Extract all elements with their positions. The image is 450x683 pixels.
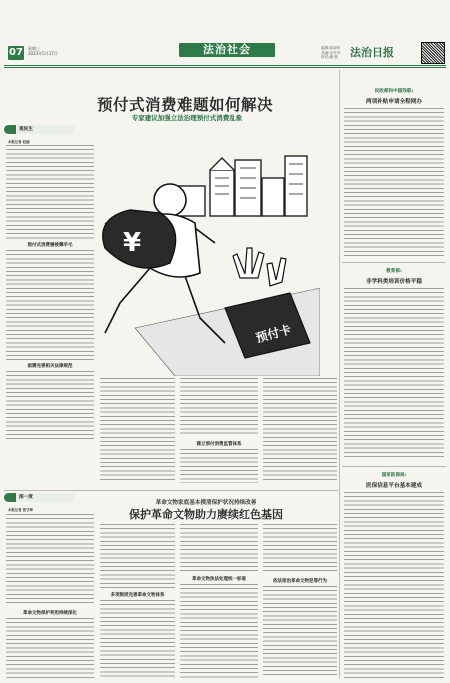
sidebar-divider-2 <box>342 466 446 467</box>
article2-col3-text-b <box>180 584 258 678</box>
sidebar-item1-title: 两项补贴申请全程网办 <box>366 99 422 105</box>
section-banner <box>179 43 275 57</box>
issue-date <box>28 46 58 56</box>
grabbing-hands <box>233 248 286 286</box>
page-header <box>4 43 446 64</box>
editor-line: 编辑:陈丽华 <box>321 46 341 50</box>
article1-col2-text <box>100 378 175 482</box>
sidebar-item3-text <box>344 492 444 678</box>
article1-subhead-2: 亟需完善相关法律规范 <box>27 364 73 369</box>
newspaper-logo: 法治日报 <box>350 46 394 59</box>
article2-byline: 本报记者 张守坤 <box>8 508 33 512</box>
proofreader-line: 校对:潘 俊 <box>321 55 338 60</box>
sidebar-item1-text <box>344 108 444 256</box>
article2-subhead-2: 多项制度完善革命文物体系 <box>110 593 165 598</box>
article1-col4-text <box>263 378 337 482</box>
article2-col2-text-b <box>100 600 175 678</box>
editor-credits <box>321 46 340 60</box>
article1-col3-text-b <box>180 449 258 483</box>
article2-col1-text-b <box>6 618 94 678</box>
card-label: 预付卡 <box>254 322 293 346</box>
page-number: 07 <box>9 47 23 58</box>
city-buildings <box>175 156 307 216</box>
article-divider <box>4 490 338 491</box>
article1-subheadline: 专家建议加强立法治理预付式消费乱象 <box>131 114 243 122</box>
sidebar-divider <box>339 70 340 678</box>
date: 2023年5月17日 <box>28 51 58 56</box>
qr-code-icon <box>421 42 445 64</box>
svg-text:¥: ¥ <box>123 228 142 258</box>
header-rule-thin <box>4 67 446 68</box>
article2-kicker: 革命文物家底基本摸清保护状况持续改善 <box>155 500 257 506</box>
article2-subhead-3: 革命文物执法处理统一标准 <box>192 577 246 582</box>
article2-col3-text-a <box>180 524 258 572</box>
article1-col1-text-c <box>6 371 94 441</box>
article2-col1-text-a <box>6 514 94 606</box>
article1-subhead-3: 建立预付消费监管体系 <box>196 442 242 447</box>
article1-col3-text-a <box>180 378 258 436</box>
article2-subhead-4: 依法惩治革命文物犯罪行为 <box>273 579 327 584</box>
header-rule <box>4 65 446 66</box>
sidebar-item3-title: 医保信息平台基本建成 <box>366 483 422 489</box>
article2-col2-text-a <box>100 524 175 588</box>
column-tag-observe: 观民生 <box>10 125 74 134</box>
designer-line: 美编:宋丹丹 <box>321 50 341 55</box>
sidebar-item1-source: 民政部和中国残联: <box>374 89 414 94</box>
article2-col4-text-a <box>263 524 337 574</box>
article1-col1-text-a <box>6 145 94 239</box>
article2-headline: 保护革命文物助力赓续红色基因 <box>129 508 283 521</box>
sidebar-item3-source: 国家医保局: <box>381 473 407 478</box>
section-title: 法治社会 <box>203 43 251 56</box>
coin-sack <box>103 210 176 268</box>
article1-headline: 预付式消费难题如何解决 <box>96 95 273 114</box>
sidebar-item2-source: 教育部: <box>386 269 402 274</box>
sidebar-divider-1 <box>342 262 446 263</box>
article1-illustration <box>75 128 320 376</box>
article2-col4-text-b <box>263 586 337 678</box>
article1-byline: 本报记者 赵丽 <box>8 140 30 144</box>
article1-subhead-1: 预付式消费屡被薅羊毛 <box>27 243 73 248</box>
article2-subhead-1: 革命文物保护利用持续深化 <box>23 611 77 616</box>
column-tag-deep: 深一度 <box>10 493 74 502</box>
sidebar-item2-text <box>344 288 444 460</box>
article1-col1-text-b <box>6 250 94 360</box>
sidebar-item2-title: 非学科类培训价格平稳 <box>366 279 422 285</box>
weekday: 星期三 <box>28 46 40 51</box>
